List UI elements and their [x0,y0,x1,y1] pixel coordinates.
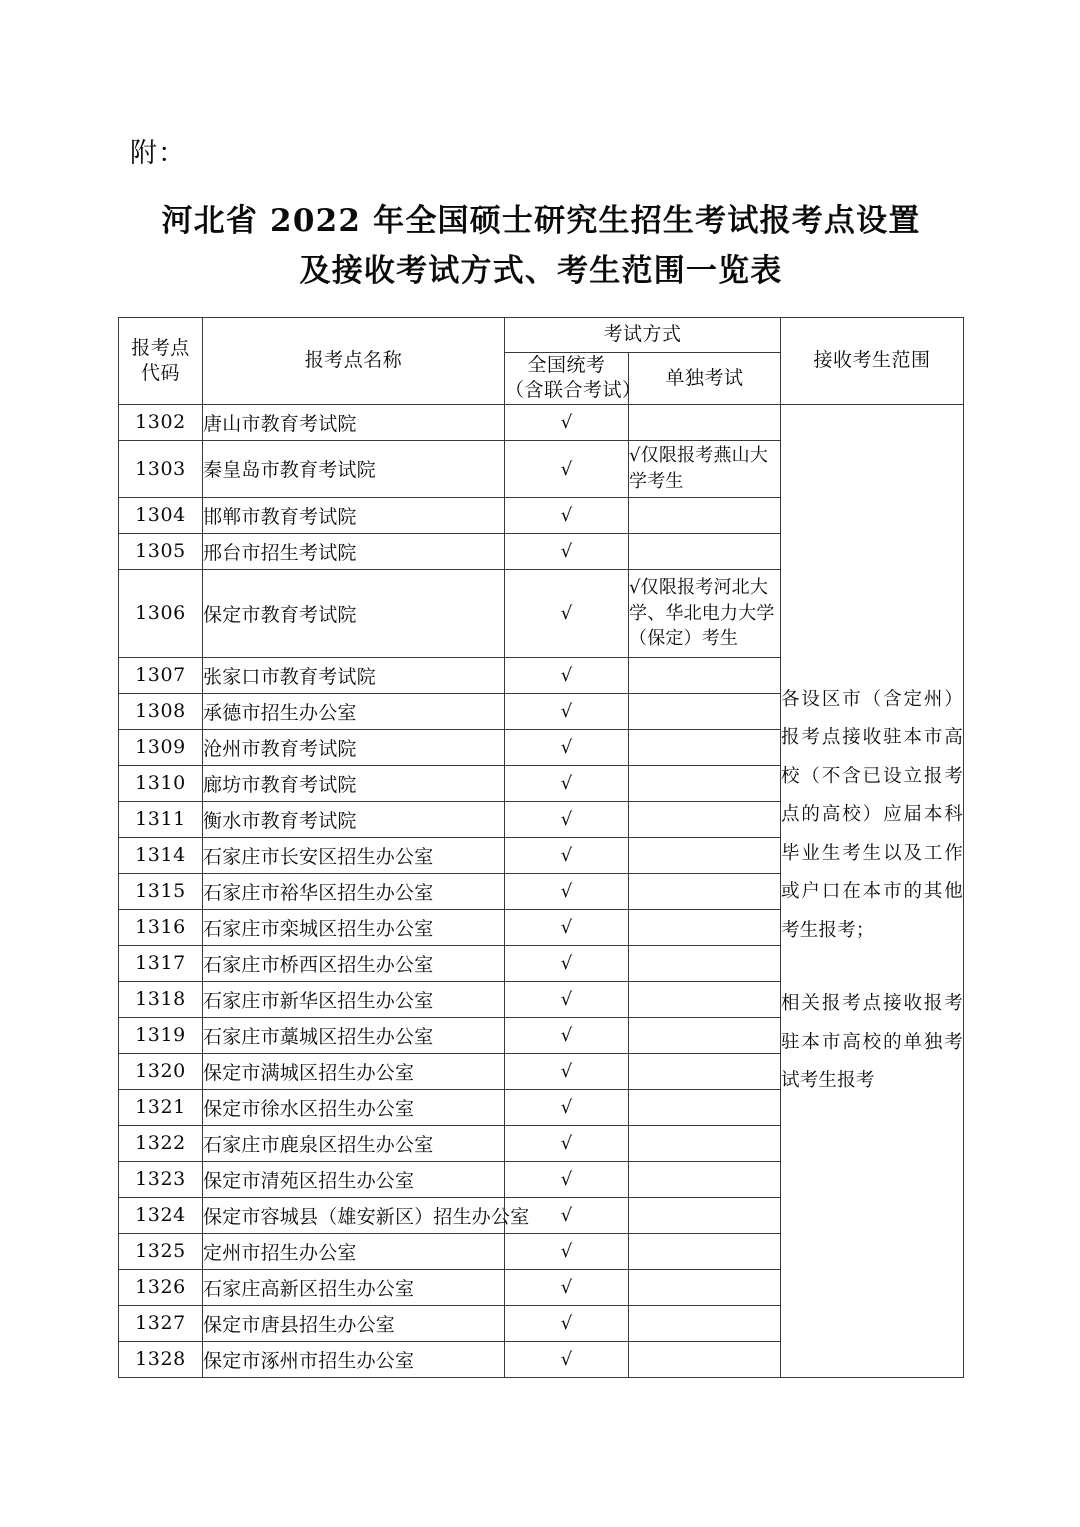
cell-solo-exam-note [629,945,781,981]
page-title [118,196,964,296]
cell-site-code: 1314 [119,837,203,873]
cell-national-exam-check [505,657,629,693]
check-icon: √ [560,1133,573,1155]
cell-solo-exam-note [629,533,781,569]
column-header-national-line-2: （含联合考试） [505,379,642,402]
cell-solo-exam-note [629,1233,781,1269]
cell-site-name: 邢台市招生考试院 [203,533,505,569]
cell-solo-exam-note: √仅限报考河北大学、华北电力大学（保定）考生 [629,569,781,657]
attachment-label: 附： [130,138,186,169]
cell-national-exam-check [505,909,629,945]
column-header-exam-mode: 考试方式 [505,318,781,353]
cell-site-name: 秦皇岛市教育考试院 [203,440,505,497]
cell-national-exam-check [505,693,629,729]
cell-site-code: 1303 [119,440,203,497]
cell-site-name: 张家口市教育考试院 [203,657,505,693]
cell-solo-exam-note [629,1125,781,1161]
cell-site-name: 邯郸市教育考试院 [203,497,505,533]
cell-solo-exam-note [629,909,781,945]
cell-national-exam-check [505,1017,629,1053]
cell-site-code: 1310 [119,765,203,801]
column-header-solo-exam: 单独考试 [629,353,781,405]
cell-national-exam-check [505,945,629,981]
cell-national-exam-check [505,837,629,873]
column-header-code-line-1: 报考点 [131,336,190,359]
check-icon: √ [560,1205,573,1227]
check-icon: √ [560,773,573,795]
cell-national-exam-check [505,1125,629,1161]
cell-solo-exam-note [629,765,781,801]
cell-site-code: 1309 [119,729,203,765]
cell-site-name: 保定市教育考试院 [203,569,505,657]
cell-site-code: 1324 [119,1197,203,1233]
cell-national-exam-check [505,404,629,440]
cell-solo-exam-note [629,693,781,729]
check-icon: √ [560,809,573,831]
check-icon: √ [560,989,573,1011]
cell-candidate-scope [781,404,964,1377]
page-title-line-1: 河北省 2022 年全国硕士研究生招生考试报考点设置 [161,203,921,239]
cell-site-code: 1319 [119,1017,203,1053]
column-header-name: 报考点名称 [203,318,505,405]
check-icon: √ [560,665,573,687]
cell-site-code: 1305 [119,533,203,569]
cell-site-name: 衡水市教育考试院 [203,801,505,837]
cell-national-exam-check [505,497,629,533]
cell-site-name: 承德市招生办公室 [203,693,505,729]
check-icon: √ [560,953,573,975]
cell-national-exam-check [505,801,629,837]
check-icon: √ [560,1061,573,1083]
check-icon: √ [560,505,573,527]
cell-site-code: 1315 [119,873,203,909]
table-header [119,318,964,405]
page-title-line-2: 及接收考试方式、考生范围一览表 [299,253,783,290]
cell-site-code: 1327 [119,1305,203,1341]
cell-national-exam-check [505,981,629,1017]
cell-solo-exam-note [629,981,781,1017]
cell-solo-exam-note [629,1089,781,1125]
cell-solo-exam-note [629,1305,781,1341]
cell-site-name: 保定市涿州市招生办公室 [203,1341,505,1377]
cell-solo-exam-note [629,1161,781,1197]
cell-solo-exam-note [629,657,781,693]
cell-solo-exam-note [629,1017,781,1053]
column-header-national-exam [505,353,642,405]
cell-site-code: 1302 [119,404,203,440]
cell-solo-exam-note [629,1197,781,1233]
cell-site-code: 1325 [119,1233,203,1269]
cell-national-exam-check [505,440,629,497]
cell-site-name: 保定市满城区招生办公室 [203,1053,505,1089]
cell-site-name: 保定市徐水区招生办公室 [203,1089,505,1125]
check-icon: √ [560,845,573,867]
check-icon: √ [560,1349,573,1371]
column-header-code-line-2: 代码 [140,361,180,384]
check-icon: √ [560,701,573,723]
cell-site-name: 石家庄市新华区招生办公室 [203,981,505,1017]
table-row [119,404,964,440]
cell-solo-exam-note [629,1341,781,1377]
cell-site-code: 1322 [119,1125,203,1161]
cell-site-code: 1304 [119,497,203,533]
cell-national-exam-check [505,569,629,657]
cell-national-exam-check [505,1341,629,1377]
check-icon: √ [560,1169,573,1191]
check-icon: √ [560,737,573,759]
cell-solo-exam-note [629,1269,781,1305]
cell-site-name: 保定市清苑区招生办公室 [203,1161,505,1197]
check-icon: √ [560,917,573,939]
check-icon: √ [560,881,573,903]
cell-solo-exam-note [629,497,781,533]
column-header-code [119,318,203,405]
cell-national-exam-check [505,873,629,909]
cell-national-exam-check [505,1161,629,1197]
cell-national-exam-check [505,533,629,569]
cell-site-code: 1317 [119,945,203,981]
column-header-national-line-1: 全国统考 [527,354,606,376]
cell-site-name: 廊坊市教育考试院 [203,765,505,801]
cell-site-name: 石家庄市长安区招生办公室 [203,837,505,873]
cell-site-name: 石家庄高新区招生办公室 [203,1269,505,1305]
cell-solo-exam-note: √仅限报考燕山大学考生 [629,440,781,497]
check-icon: √ [560,1097,573,1119]
cell-site-name: 保定市唐县招生办公室 [203,1305,505,1341]
cell-site-code: 1311 [119,801,203,837]
cell-national-exam-check [505,1089,629,1125]
exam-site-table [118,317,964,1378]
cell-site-code: 1323 [119,1161,203,1197]
table-header-row-1 [119,318,964,353]
table-body [119,404,964,1377]
cell-site-name: 石家庄市桥西区招生办公室 [203,945,505,981]
cell-solo-exam-note [629,404,781,440]
scope-paragraph-2: 相关报考点接收报考驻本市高校的单独考试考生报考 [781,993,964,1092]
cell-site-code: 1316 [119,909,203,945]
cell-national-exam-check [505,1305,629,1341]
cell-site-name: 定州市招生办公室 [203,1233,505,1269]
cell-site-name: 唐山市教育考试院 [203,404,505,440]
column-header-scope: 接收考生范围 [781,318,964,405]
check-icon: √ [560,603,573,625]
cell-site-name: 石家庄市鹿泉区招生办公室 [203,1125,505,1161]
cell-solo-exam-note [629,1053,781,1089]
cell-site-code: 1308 [119,693,203,729]
cell-solo-exam-note [629,801,781,837]
check-icon: √ [560,458,573,480]
report-table-container [118,317,963,1378]
cell-site-code: 1306 [119,569,203,657]
cell-site-name: 石家庄市栾城区招生办公室 [203,909,505,945]
check-icon: √ [560,541,573,563]
cell-solo-exam-note [629,873,781,909]
scope-paragraph-1: 各设区市（含定州）报考点接收驻本市高校（不含已设立报考点的高校）应届本科毕业生考生以及工作或户口在本市的其他考生报考； [781,688,964,941]
cell-site-name: 石家庄市藁城区招生办公室 [203,1017,505,1053]
check-icon: √ [560,1277,573,1299]
cell-site-code: 1321 [119,1089,203,1125]
cell-national-exam-check [505,1233,629,1269]
cell-site-code: 1318 [119,981,203,1017]
cell-site-name: 石家庄市裕华区招生办公室 [203,873,505,909]
cell-site-code: 1307 [119,657,203,693]
cell-national-exam-check [505,729,629,765]
cell-site-name: 沧州市教育考试院 [203,729,505,765]
cell-national-exam-check [505,1269,629,1305]
check-icon: √ [560,1241,573,1263]
check-icon: √ [560,1313,573,1335]
cell-solo-exam-note [629,837,781,873]
cell-site-name: 保定市容城县（雄安新区）招生办公室 [203,1197,505,1233]
cell-site-code: 1320 [119,1053,203,1089]
cell-national-exam-check [505,765,629,801]
cell-solo-exam-note [629,729,781,765]
cell-site-code: 1326 [119,1269,203,1305]
cell-national-exam-check [505,1053,629,1089]
check-icon: √ [560,412,573,434]
check-icon: √ [560,1025,573,1047]
cell-site-code: 1328 [119,1341,203,1377]
